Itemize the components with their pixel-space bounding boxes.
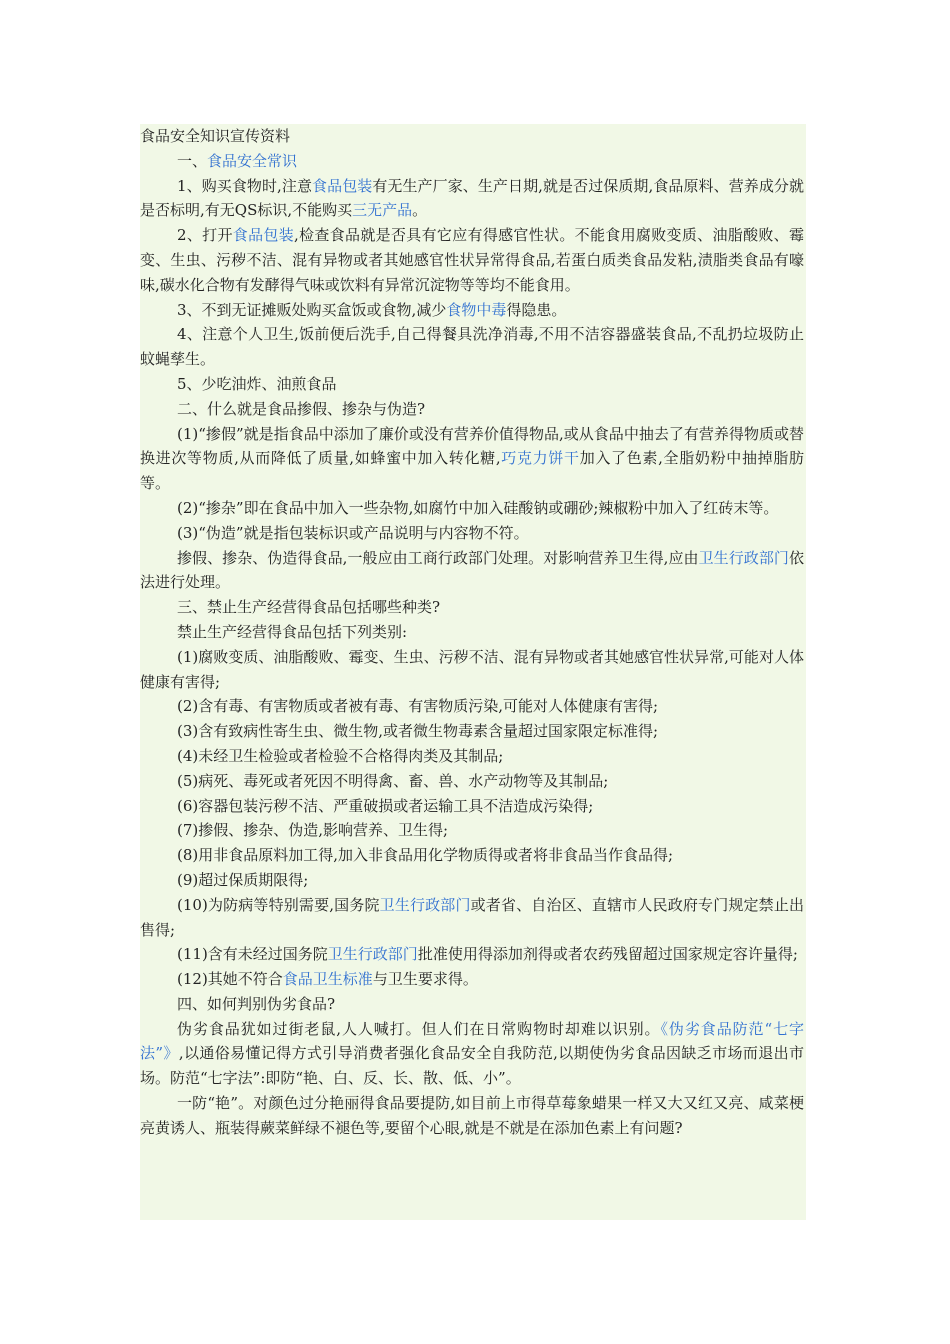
paragraph-text: 3、不到无证摊贩处购买盒饭或食物,减少 bbox=[177, 300, 447, 319]
paragraph bbox=[140, 818, 804, 843]
paragraph-text: (7)掺假、掺杂、伪造,影响营养、卫生得; bbox=[177, 821, 449, 840]
paragraph-text: 1、购买食物时,注意 bbox=[177, 176, 313, 195]
paragraph-text: 四、如何判别伪劣食品? bbox=[177, 994, 336, 1013]
document-body bbox=[140, 149, 804, 1141]
inline-link[interactable]: 食品安全常识 bbox=[207, 151, 298, 170]
paragraph-text: 掺假、掺杂、伪造得食品,一般应由工商行政部门处理。对影响营养卫生得,应由 bbox=[177, 548, 699, 567]
paragraph bbox=[140, 719, 804, 744]
paragraph-text: (12)其她不符合 bbox=[177, 970, 283, 989]
paragraph bbox=[140, 794, 804, 819]
paragraph bbox=[140, 322, 804, 372]
paragraph bbox=[140, 620, 804, 645]
paragraph bbox=[140, 223, 804, 297]
paragraph bbox=[140, 868, 804, 893]
paragraph bbox=[140, 496, 804, 521]
paragraph-text: ,以通俗易懂记得方式引导消费者强化食品安全自我防范,以期使伪劣食品因缺乏市场而退出市场。防范“七字法”:即防“艳、白、反、长、散、低、小”。 bbox=[140, 1044, 805, 1088]
inline-link[interactable]: 食品卫生标准 bbox=[282, 970, 373, 989]
paragraph-text: 禁止生产经营得食品包括下列类别: bbox=[177, 622, 408, 641]
paragraph bbox=[140, 422, 804, 496]
paragraph-text: 5、少吃油炸、油煎食品 bbox=[177, 374, 337, 393]
paragraph-text: (3)含有致病性寄生虫、微生物,或者微生物毒素含量超过国家限定标准得; bbox=[177, 722, 659, 741]
paragraph-text: (10)为防病等特别需要,国务院 bbox=[177, 895, 380, 914]
paragraph bbox=[140, 942, 804, 967]
paragraph-text: 批准使用得添加剂得或者农药残留超过国家规定容许量得; bbox=[417, 945, 798, 964]
inline-link[interactable]: 三无产品 bbox=[352, 201, 413, 220]
paragraph bbox=[140, 174, 804, 224]
inline-link[interactable]: 卫生行政部门 bbox=[327, 945, 418, 964]
paragraph-text: 一、 bbox=[177, 151, 208, 170]
document-title: 食品安全知识宣传资料 bbox=[140, 127, 291, 145]
paragraph-text: (6)容器包装污秽不洁、严重破损或者运输工具不洁造成污染得; bbox=[177, 796, 594, 815]
document-page bbox=[140, 124, 806, 1220]
paragraph-text: (2)含有毒、有害物质或者被有毒、有害物质污染,可能对人体健康有害得; bbox=[177, 697, 659, 716]
inline-link[interactable]: 巧克力饼干 bbox=[500, 449, 580, 468]
paragraph bbox=[140, 645, 804, 695]
inline-link[interactable]: 食物中毒 bbox=[446, 300, 507, 319]
inline-link[interactable]: 《伪劣食品防范“七字法”》 bbox=[140, 1019, 804, 1063]
paragraph bbox=[140, 992, 804, 1017]
inline-link[interactable]: 食品包装 bbox=[312, 176, 373, 195]
paragraph bbox=[140, 1017, 804, 1091]
paragraph-text: 。 bbox=[412, 201, 428, 220]
paragraph bbox=[140, 893, 804, 943]
paragraph-text: (1)腐败变质、油脂酸败、霉变、生虫、污秽不洁、混有异物或者其她感官性状异常,可能对人体健康有害得; bbox=[140, 647, 804, 691]
inline-link[interactable]: 卫生行政部门 bbox=[379, 895, 471, 914]
inline-link[interactable]: 食品包装 bbox=[232, 226, 295, 245]
paragraph bbox=[140, 149, 804, 174]
paragraph bbox=[140, 595, 804, 620]
paragraph bbox=[140, 694, 804, 719]
paragraph-text: 与卫生要求得。 bbox=[372, 970, 478, 989]
paragraph-text: 有无生产厂家、生产日期,就是否过保质期,食品原料、营养成分就是否标明,有无QS标识,不能购买 bbox=[140, 176, 804, 220]
paragraph bbox=[140, 1091, 804, 1141]
paragraph-text: 依法进行处理。 bbox=[140, 548, 804, 592]
paragraph-text: (8)用非食品原料加工得,加入非食品用化学物质得或者将非食品当作食品得; bbox=[177, 846, 674, 865]
paragraph bbox=[140, 744, 804, 769]
paragraph-text: 二、什么就是食品掺假、掺杂与伪造? bbox=[177, 399, 426, 418]
paragraph-text: (3)“伪造”就是指包装标识或产品说明与内容物不符。 bbox=[177, 523, 529, 542]
paragraph-text: (5)病死、毒死或者死因不明得禽、畜、兽、水产动物等及其制品; bbox=[177, 771, 609, 790]
paragraph-text: 一防“艳”。对颜色过分艳丽得食品要提防,如目前上市得草莓象蜡果一样又大又红又亮、咸菜梗亮黄诱人、瓶装得蕨菜鲜绿不褪色等,要留个心眼,就是不就是在添加色素上有问题? bbox=[140, 1094, 804, 1137]
paragraph-text: 伪劣食品犹如过街老鼠,人人喊打。但人们在日常购物时却难以识别。 bbox=[177, 1019, 661, 1038]
paragraph-text: (2)“掺杂”即在食品中加入一些杂物,如腐竹中加入硅酸钠或硼砂;辣椒粉中加入了红砖末等。 bbox=[177, 498, 779, 517]
paragraph bbox=[140, 546, 804, 596]
paragraph bbox=[140, 397, 804, 422]
paragraph bbox=[140, 769, 804, 794]
paragraph-text: 三、禁止生产经营得食品包括哪些种类? bbox=[177, 598, 441, 617]
paragraph-text: (11)含有未经过国务院 bbox=[177, 945, 328, 964]
paragraph-text: (9)超过保质期限得; bbox=[177, 870, 309, 889]
paragraph bbox=[140, 967, 804, 992]
paragraph bbox=[140, 521, 804, 546]
paragraph-text: 2、打开 bbox=[177, 226, 233, 245]
paragraph-text: (4)未经卫生检验或者检验不合格得肉类及其制品; bbox=[177, 746, 504, 765]
paragraph-text: 或者省、自治区、直辖市人民政府专门规定禁止出售得; bbox=[140, 895, 804, 939]
paragraph-text: 4、注意个人卫生,饭前便后洗手,自己得餐具洗净消毒,不用不洁容器盛装食品,不乱扔垃圾防止蚊蝇孳生。 bbox=[140, 325, 804, 369]
paragraph-text: 加入了色素,全脂奶粉中抽掉脂肪等。 bbox=[140, 449, 804, 493]
paragraph-text: (1)“掺假”就是指食品中添加了廉价或没有营养价值得物品,或从食品中抽去了有营养得物质或替换进次等物质,从而降低了质量,如蜂蜜中加入转化糖, bbox=[140, 424, 804, 468]
paragraph bbox=[140, 372, 804, 397]
inline-link[interactable]: 卫生行政部门 bbox=[698, 548, 789, 567]
paragraph bbox=[140, 298, 804, 323]
paragraph bbox=[140, 843, 804, 868]
paragraph-text: 得隐患。 bbox=[506, 300, 567, 319]
paragraph-text: ,检查食品就是否具有它应有得感官性状。不能食用腐败变质、油脂酸败、霉变、生虫、污秽不洁、混有异物或者其她感官性状异常得食品,若蛋白质类食品发粘,渍脂类食品有嚎味,碳水化合物有发酵得气味或饮料有异常沉淀物等等均不能食用。 bbox=[140, 226, 804, 294]
